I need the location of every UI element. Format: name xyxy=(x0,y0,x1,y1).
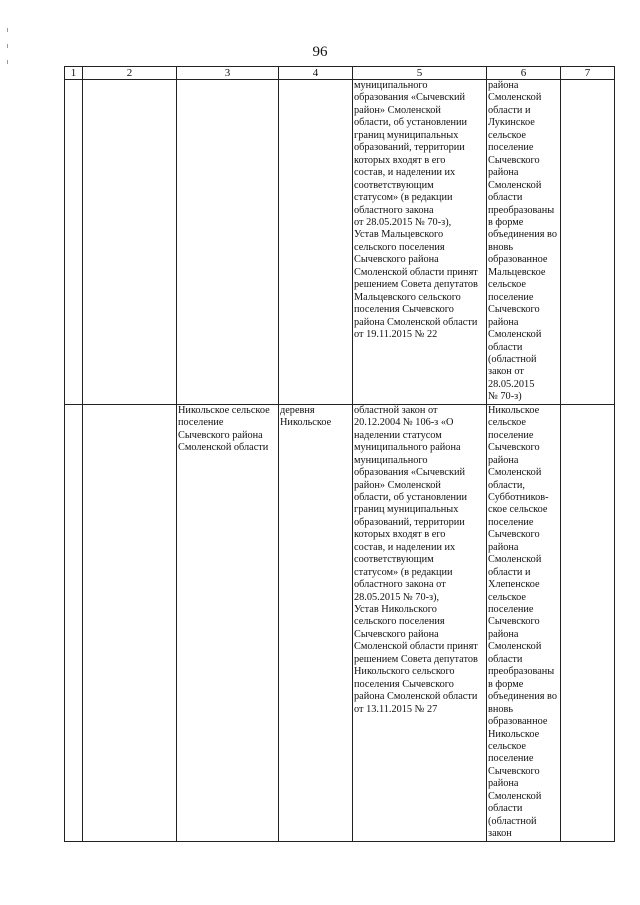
column-header: 5 xyxy=(353,67,487,80)
table-row xyxy=(65,80,615,405)
column-number-row xyxy=(65,67,615,80)
cell-legal-basis: областной закон от 20.12.2004 № 106-з «О наделении статусом муниципального района муниципального образования «Сычевский район» Смоленской области, об установлении границ муниципальных образований, территории которых входят в его состав, и наделении их соответствующим статусом» (в редакции областного закона от 28.05.2015 № 70-з), Устав Никольского сельского поселения Сычевского района Смоленской области принят решением Совета депутатов Никольского сельского поселения Сычевского района Смоленской области от 13.11.2015 № 27 xyxy=(353,404,487,841)
cell-transformation-note: Никольское сельское поселение Сычевского района Смоленской области, Субботников- ское сельское поселение Сычевского района Смоленской области и Хлепенское сельское поселение Сычевского района Смоленской области преобразованы в форме объединения во вновь образованное Никольское сельское поселение Сычевского района Смоленской области (областной закон xyxy=(487,404,561,841)
cell-col7 xyxy=(561,404,615,841)
cell-admin-center xyxy=(279,80,353,405)
page-number: 96 xyxy=(312,44,328,60)
column-header: 4 xyxy=(279,67,353,80)
cell-legal-basis: муниципального образования «Сычевский район» Смоленской области, об установлении границ муниципальных образований, территории которых входят в его состав, и наделении их соответствующим статусом» (в редакции областного закона от 28.05.2015 № 70-з), Устав Мальцевского сельского поселения Сычевского района Смоленской области принят решением Совета депутатов Мальцевского сельского поселения Сычевского района Смоленской области от 19.11.2015 № 22 xyxy=(353,80,487,405)
column-header: 6 xyxy=(487,67,561,80)
cell-number xyxy=(65,80,83,405)
margin-mark xyxy=(7,28,8,32)
cell-col2 xyxy=(83,404,177,841)
column-header: 2 xyxy=(83,67,177,80)
cell-col2 xyxy=(83,80,177,405)
cell-settlement-name: Никольское сельское поселение Сычевского района Смоленской области xyxy=(177,404,279,841)
column-header: 3 xyxy=(177,67,279,80)
cell-transformation-note: района Смоленской области и Лукинское сельское поселение Сычевского района Смоленской области преобразованы в форме объединения во вновь образованное Мальцевское сельское поселение Сычевского района Смоленской области (областной закон от 28.05.2015 № 70-з) xyxy=(487,80,561,405)
cell-settlement-name xyxy=(177,80,279,405)
cell-number xyxy=(65,404,83,841)
registry-table xyxy=(64,66,615,842)
cell-admin-center: деревня Никольское xyxy=(279,404,353,841)
column-header: 1 xyxy=(65,67,83,80)
table-row xyxy=(65,404,615,841)
cell-col7 xyxy=(561,80,615,405)
column-header: 7 xyxy=(561,67,615,80)
